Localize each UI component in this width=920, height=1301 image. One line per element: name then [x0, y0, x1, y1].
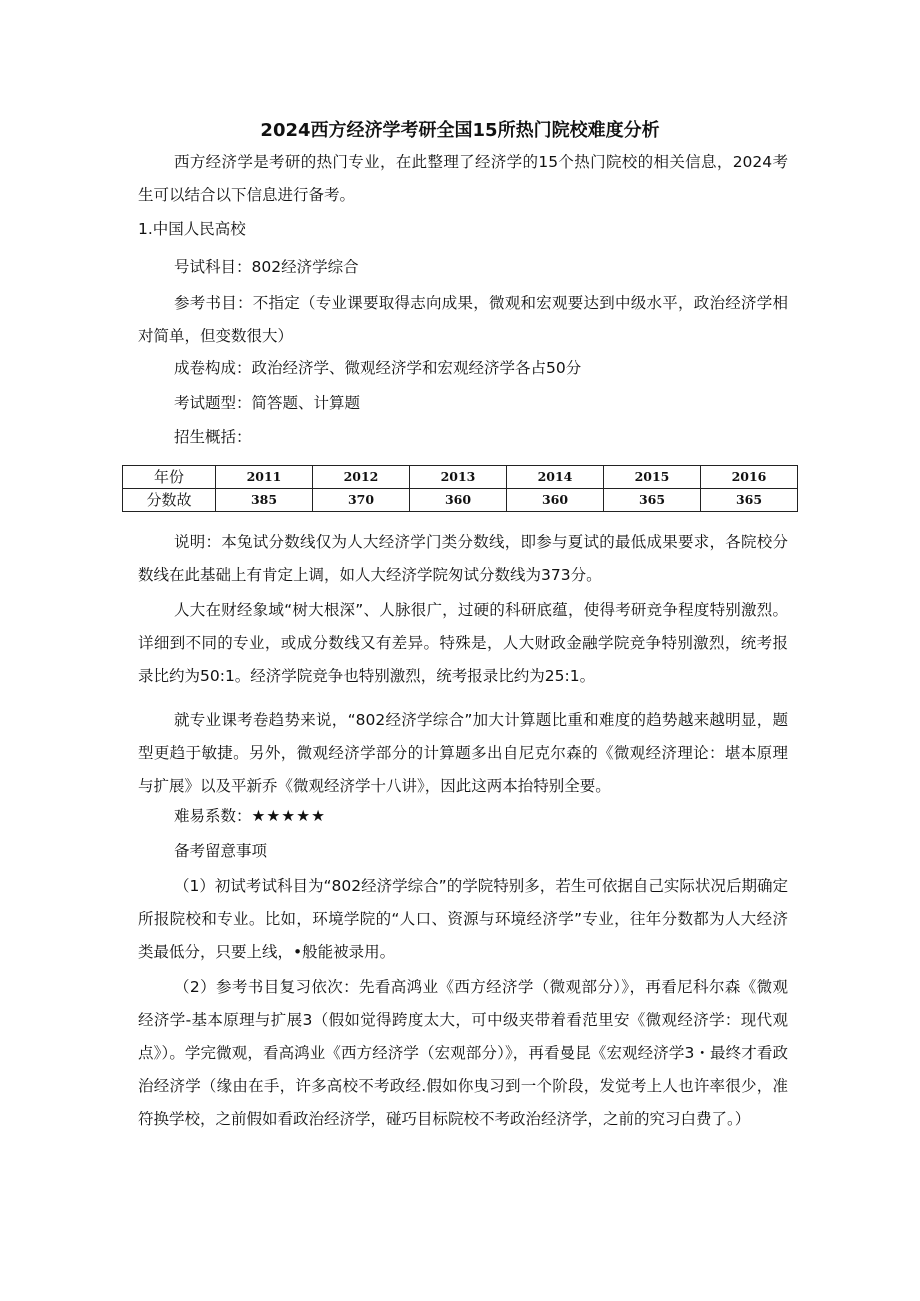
- year-cell: 2011: [216, 466, 313, 489]
- year-cell: 2013: [410, 466, 507, 489]
- document-title: 2024西方经济学考研全国15所热门院校难度分析: [260, 120, 660, 141]
- score-cell: 365: [701, 489, 798, 512]
- year-cell: 2015: [604, 466, 701, 489]
- score-cell: 370: [313, 489, 410, 512]
- table-header-year: 年份: [123, 466, 216, 489]
- score-table: [122, 465, 798, 512]
- note-item-2: （2）参考书目复习依次：先看高鸿业《西方经济学（微观部分）》，再看尼科尔森《微观经济学-基本原理与扩展3（假如觉得跨度太大，可中级夹带着看范里安《微观经济学：现代观点》）。学完微观，看高鸿业《西方经济学（宏观部分）》，再看曼昆《宏观经济学3・最终才看政治经济学（缘由在手，许多高校不考政经.假如你曳习到一个阶段，发觉考上人也许率很少，准符换学校，之前假如看政治经济学，碰巧目标院校不考政治经济学，之前的究习白费了。）: [138, 978, 788, 1128]
- score-cell: 360: [410, 489, 507, 512]
- note-item-1: （1）初试考试科目为“802经济学综合”的学院特别多，若生可依据自己实际状况后期确定所报院校和专业。比如，环境学院的“人口、资源与环境经济学”专业，往年分数都为人大经济类最低分，只要上线，•般能被录用。: [138, 877, 788, 961]
- score-note-paragraph: 说明：本兔试分数线仅为人大经济学门类分数线，即参与夏试的最低成果要求，各院校分数线在此基础上有肯定上调，如人大经济学院匆试分数线为373分。: [138, 533, 788, 584]
- score-cell: 385: [216, 489, 313, 512]
- question-types: 考试题型：简答题、计算题: [174, 394, 361, 412]
- reference-books: 参考书目：不指定（专业课要取得志向成果，微观和宏观要达到中级水平，政治经济学相对简单，但变数很大）: [138, 294, 788, 345]
- difficulty-line: [174, 800, 326, 833]
- paper-composition: 成卷构成：政治经济学、微观经济学和宏观经济学各占50分: [174, 359, 582, 377]
- table-header-score: 分数故: [123, 489, 216, 512]
- score-cell: 365: [604, 489, 701, 512]
- competition-paragraph: 人大在财经象域“树大根深”、人脉很广，过硬的科研底蕴，使得考研竞争程度特别激烈。详细到不同的专业，或成分数线又有差异。特殊是，人大财政金融学院竞争特别激烈，统考报录比约为50:1。经济学院竞争也特别激烈，统考报录比约为25:1。: [138, 601, 788, 685]
- school-heading: 1.中国人民高校: [138, 220, 246, 238]
- table-row-years: [123, 466, 798, 489]
- year-cell: 2012: [313, 466, 410, 489]
- year-cell: 2014: [507, 466, 604, 489]
- trend-paragraph: 就专业课考卷趋势来说，“802经济学综合”加大计算题比重和难度的趋势越来越明显，题型更趋于敏捷。另外，微观经济学部分的计算题多出自尼克尔森的《微观经济理论：堪本原理与扩展》以及平新乔《微观经济学十八讲》，因此这两本抬特别全要。: [138, 711, 788, 795]
- exam-subject: 号试科目：802经济学综合: [174, 258, 359, 276]
- enrollment-label: 招生概括：: [174, 428, 252, 446]
- notes-heading: 备考留意事项: [174, 842, 268, 860]
- difficulty-stars: ★★★★★: [251, 807, 326, 825]
- table-row-scores: [123, 489, 798, 512]
- intro-paragraph: 西方经济学是考研的热门专业，在此整理了经济学的15个热门院校的相关信息，2024考生可以结合以下信息进行备考。: [138, 153, 788, 204]
- score-cell: 360: [507, 489, 604, 512]
- year-cell: 2016: [701, 466, 798, 489]
- difficulty-label: 难易系数：: [174, 807, 252, 825]
